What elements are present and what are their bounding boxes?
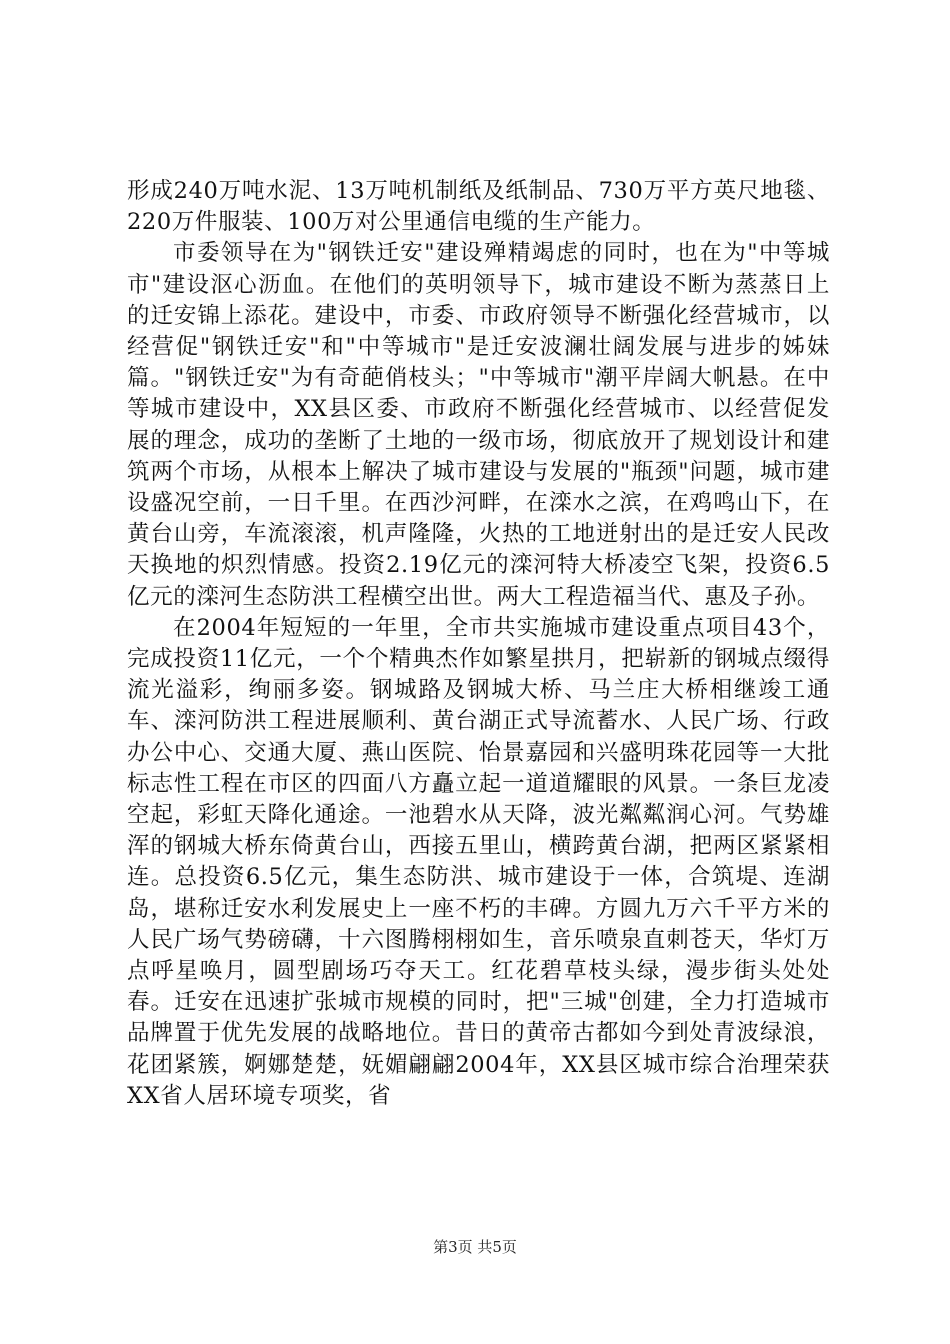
document-body bbox=[127, 176, 830, 1112]
page-number-footer: 第3页 共5页 bbox=[433, 1238, 517, 1256]
paragraph-2004-projects: 在2004年短短的一年里，全市共实施城市建设重点项目43个，完成投资11亿元，一个个精典杰作如繁星拱月，把崭新的钢城点缀得流光溢彩，绚丽多姿。钢城路及钢城大桥、马兰庄大桥相继竣工通车、滦河防洪工程进展顺利、黄台湖正式导流蓄水、人民广场、行政办公中心、交通大厦、燕山医院、怡景嘉园和兴盛明珠花园等一大批标志性工程在市区的四面八方矗立起一道道耀眼的风景。一条巨龙凌空起，彩虹天降化通途。一池碧水从天降，波光粼粼润心河。气势雄浑的钢城大桥东倚黄台山，西接五里山，横跨黄台湖，把两区紧紧相连。总投资6.5亿元，集生态防洪、城市建设于一体，合筑堤、连湖岛，堪称迁安水利发展史上一座不朽的丰碑。方圆九万六千平方米的人民广场气势磅礴，十六图腾栩栩如生，音乐喷泉直刺苍天，华灯万点呼星唤月，圆型剧场巧夺天工。红花碧草枝头绿，漫步街头处处春。迁安在迅速扩张城市规模的同时，把"三城"创建，全力打造城市品牌置于优先发展的战略地位。昔日的黄帝古都如今到处青波绿浪，花团紧簇，婀娜楚楚，妩媚翩翩2004年，XX县区城市综合治理荣获XX省人居环境专项奖，省 bbox=[127, 614, 830, 1109]
paragraph-city-construction: 市委领导在为"钢铁迁安"建设殚精竭虑的同时，也在为"中等城市"建设沤心沥血。在他们的英明领导下，城市建设不断为蒸蒸日上的迁安锦上添花。建设中，市委、市政府领导不断强化经营城市，以经营促"钢铁迁安"和"中等城市"是迁安波澜壮阔发展与进步的姊妹篇。"钢铁迁安"为有奇葩俏枝头；"中等城市"潮平岸阔大帆悬。在中等城市建设中，XX县区委、市政府不断强化经营城市、以经营促发展的理念，成功的垄断了土地的一级市场，彻底放开了规划设计和建筑两个市场，从根本上解决了城市建设与发展的"瓶颈"问题，城市建设盛况空前，一日千里。在西沙河畔，在滦水之滨，在鸡鸣山下，在黄台山旁，车流滚滚，机声隆隆，火热的工地迸射出的是迁安人民改天换地的炽烈情感。投资2.19亿元的滦河特大桥凌空飞架，投资6.5亿元的滦河生态防洪工程横空出世。两大工程造福当代、惠及子孙。 bbox=[127, 240, 830, 610]
paragraph-continuation: 形成240万吨水泥、13万吨机制纸及纸制品、730万平方英尺地毯、220万件服装、100万对公里通信电缆的生产能力。 bbox=[127, 178, 830, 236]
